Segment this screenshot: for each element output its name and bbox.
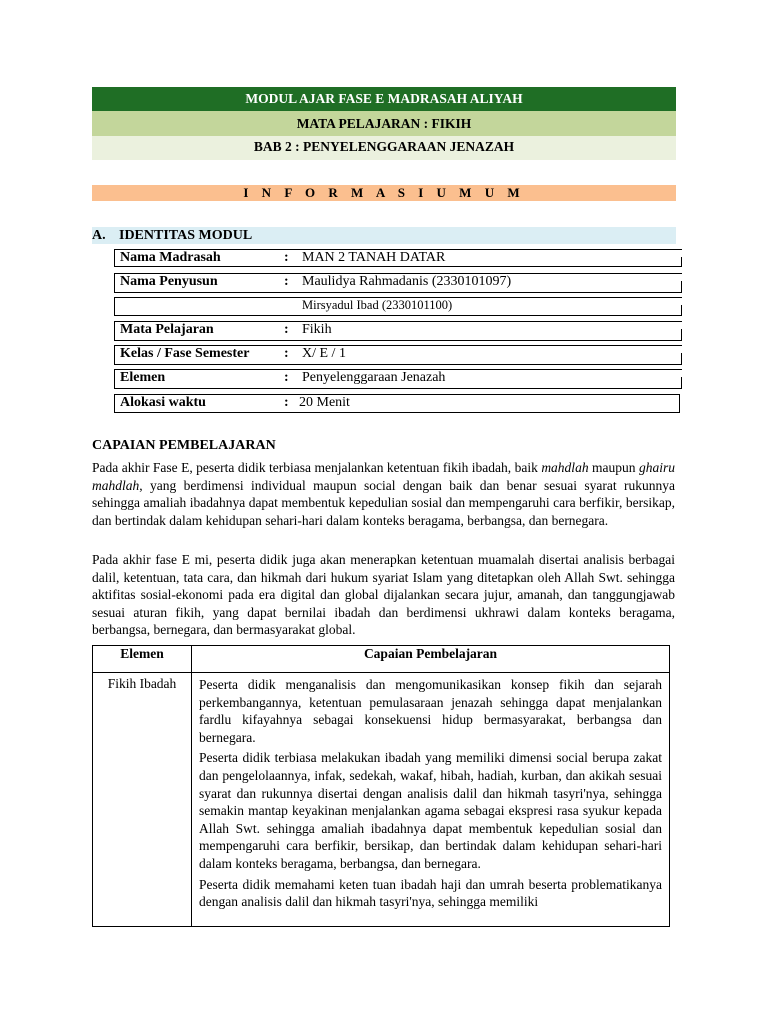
title-band-subject: MATA PELAJARAN : FIKIH	[92, 111, 676, 136]
capaian-heading: CAPAIAN PEMBELAJARAN	[92, 438, 276, 453]
section-a-number: A.	[92, 228, 106, 243]
capaian-item: Peserta didik memahami keten tuan ibadah haji dan umrah beserta problematikanya dengan analisis dalil dan hikmah tasyri'nya, sehingga memiliki	[199, 876, 662, 910]
p1-text-c: , yang berdimensi individual maupun social dengan baik dan benar sesuai syarat rukunnya sehingga amaliah ibadahnya dapat membentuk kepedulian sosial dan mempengaruhi cara berfikir, bersikap, dan bertindak dalam kehidupan sehari-hari dalam konteks beragama, berbangsa, dan bernegara.	[92, 477, 675, 528]
capaian-cell-content	[199, 676, 662, 926]
identity-value: Penyelenggaraan Jenazah	[302, 370, 446, 385]
identity-row-alokasi-waktu	[114, 394, 680, 413]
identity-colon: :	[284, 346, 289, 361]
identity-colon: :	[284, 274, 289, 289]
identity-value: Mirsyadul Ibad (2330101100)	[302, 298, 453, 312]
identity-label: Mata Pelajaran	[120, 322, 214, 337]
identity-value: X/ E / 1	[302, 346, 346, 361]
identity-label: Nama Madrasah	[120, 250, 221, 265]
identity-colon: :	[284, 322, 289, 337]
identity-value: MAN 2 TANAH DATAR	[302, 250, 446, 265]
table-row	[93, 673, 670, 927]
p2-text: Pada akhir fase E mi, peserta didik juga akan menerapkan ketentuan muamalah disertai analisis berbagai dalil, ketentuan, tata cara, dan hikmah dari hukum syariat Islam yang ditetapkan oleh Allah Swt. sehingga aktifitas sosial-ekonomi pada era digital dan global dijalankan secara jujur, amanah, dan tanggungjawab sesuai aturan fikih, yang dapat bernilai ibadah dan berdimensi ukhrawi dalam konteks beragama, berbangsa, bernegara, dan bermasyarakat global.	[92, 552, 675, 638]
identity-colon: :	[284, 395, 289, 410]
title-band-chapter: BAB 2 : PENYELENGGARAAN JENAZAH	[92, 136, 676, 160]
identity-row-penyusun-2	[114, 297, 682, 316]
p1-text-b: maupun	[588, 460, 639, 475]
identity-value: Maulidya Rahmadanis (2330101097)	[302, 274, 512, 289]
identity-row-madrasah	[114, 249, 682, 267]
identity-label: Elemen	[120, 370, 166, 385]
identity-row-mata-pelajaran	[114, 321, 682, 341]
identity-label: Alokasi waktu	[120, 395, 206, 410]
p1-text-a: Pada akhir Fase E, peserta didik terbiasa menjalankan ketentuan fikih ibadah, baik	[92, 460, 542, 475]
identity-colon: :	[284, 250, 289, 265]
table-cell-capaian	[192, 673, 670, 927]
section-a-title: IDENTITAS MODUL	[119, 228, 253, 243]
p1-italic-mahdlah: mahdlah	[541, 460, 589, 475]
p1-italic-ghairu: ghairu mahdlah	[92, 460, 675, 493]
identity-label: Kelas / Fase Semester	[120, 346, 250, 361]
table-header-elemen: Elemen	[93, 646, 192, 673]
identity-row-elemen	[114, 369, 682, 389]
capaian-item: Peserta didik terbiasa melakukan ibadah yang memiliki dimensi social berupa zakat dan pengelolaannya, infak, sedekah, wakaf, hibah, hadiah, kurban, dan akikah sesuai syarat dan rukunnya disertai dengan analisis dalil dan hikmah tasyri'nya, sehingga semakin mantap keyakinan menjalankan agama sebagai ekspresi rasa syukur kepada Allah Swt. sehingga amaliah ibadahnya dapat membentuk kepedulian sosial dan mempengaruhi cara berfikir, bersikap, dan bertindak dalam kehidupan sehari-hari dalam konteks beragama, berbangsa, dan bernegara.	[199, 750, 662, 871]
section-a-heading	[92, 227, 676, 244]
capaian-paragraph-1	[92, 459, 675, 529]
capaian-table	[92, 645, 670, 927]
identity-row-kelas	[114, 345, 682, 365]
table-header-row	[93, 646, 670, 673]
capaian-paragraph-2	[92, 551, 675, 639]
identity-value: 20 Menit	[299, 395, 350, 410]
identity-row-penyusun	[114, 273, 682, 293]
title-band-module: MODUL AJAR FASE E MADRASAH ALIYAH	[92, 87, 676, 111]
section-title-informasi-umum: I N F O R M A S I U M U M	[92, 185, 676, 201]
capaian-item: Peserta didik menganalisis dan mengomunikasikan konsep fikih dan sejarah perkembangannya, ketentuan pemulasaraan jenazah sehingga dapat menjalankan fardlu kifayahnya sebagai konsekuensi hidup bermasyarakat, berbangsa dan bernegara.	[199, 677, 662, 745]
identity-label: Nama Penyusun	[120, 274, 218, 289]
identity-colon: :	[284, 370, 289, 385]
table-header-capaian: Capaian Pembelajaran	[192, 646, 670, 673]
identity-value: Fikih	[302, 322, 332, 337]
table-cell-element: Fikih Ibadah	[93, 673, 192, 927]
